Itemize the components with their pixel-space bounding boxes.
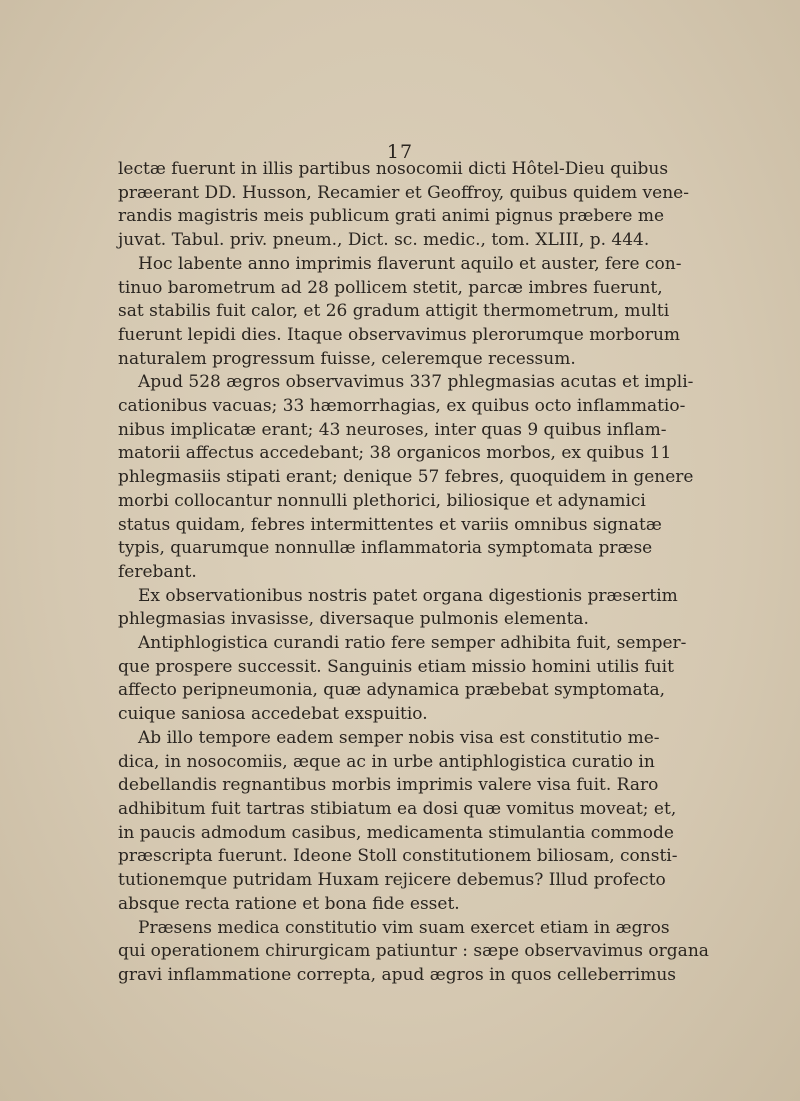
text-line: in paucis admodum casibus, medicamenta stimulantia commode [118, 822, 674, 843]
text-line: Ab illo tempore eadem semper nobis visa est constitutio me- [138, 727, 660, 748]
text-line: cuique saniosa accedebat exspuitio. [118, 704, 428, 725]
text-line: lectæ fuerunt in illis partibus nosocomii dicti Hôtel-Dieu quibus [118, 159, 669, 179]
text-line: tutionemque putridam Huxam rejicere debemus? Illud profecto [118, 870, 666, 891]
text-line: phlegmasiis stipati erant; denique 57 febres, quoquidem in genere [118, 467, 694, 488]
text-line: Ex observationibus nostris patet organa digestionis præsertim [138, 585, 678, 606]
text-line: dica, in nosocomiis, æque ac in urbe antiphlogistica curatio in [118, 751, 655, 772]
text-line: morbi collocantur nonnulli plethorici, biliosique et adynamici [118, 490, 646, 511]
text-line: præscripta fuerunt. Ideone Stoll constitutionem biliosam, consti- [118, 846, 678, 867]
text-line: nibus implicatæ erant; 43 neuroses, inter quas 9 quibus inflam- [118, 419, 667, 440]
text-line: affecto peripneumonia, quæ adynamica præbebat symptomata, [118, 680, 666, 701]
text-line: randis magistris meis publicum grati animi pignus præbere me [118, 206, 665, 227]
text-line: debellandis regnantibus morbis imprimis valere visa fuit. Raro [118, 775, 659, 796]
text-line: phlegmasias invasisse, diversaque pulmonis elementa. [118, 609, 589, 630]
text-line: naturalem progressum fuisse, celeremque recessum. [118, 348, 576, 369]
text-line: Præsens medica constitutio vim suam exercet etiam in ægros [138, 917, 670, 938]
text-line: qui operationem chirurgicam patiuntur : sæpe observavimus organa [118, 941, 709, 962]
text-line: adhibitum fuit tartras stibiatum ea dosi quæ vomitus moveat; et, [118, 798, 677, 819]
text-line: matorii affectus accedebant; 38 organicos morbos, ex quibus 11 [118, 443, 672, 464]
text-line: tinuo barometrum ad 28 pollicem stetit, parcæ imbres fuerunt, [118, 277, 663, 298]
text-line: Hoc labente anno imprimis flaverunt aquilo et auster, fere con- [138, 253, 682, 274]
text-line: status quidam, febres intermittentes et variis omnibus signatæ [118, 514, 662, 535]
text-line: præerant DD. Husson, Recamier et Geoffroy, quibus quidem vene- [118, 182, 689, 203]
text-line: absque recta ratione et bona fide esset. [118, 893, 460, 914]
body-text [118, 158, 709, 988]
text-line: gravi inflammatione correpta, apud ægros in quos celleberrimus [118, 964, 676, 985]
page-number: 17 [386, 141, 414, 163]
text-line: Antiphlogistica curandi ratio fere semper adhibita fuit, semper- [138, 633, 687, 654]
text-line: fuerunt lepidi dies. Itaque observavimus plerorumque morborum [118, 324, 681, 345]
text-line: typis, quarumque nonnullæ inflammatoria symptomata præse [118, 538, 653, 559]
text-line: cationibus vacuas; 33 hæmorrhagias, ex quibus octo inflammatio- [118, 396, 686, 417]
text-line: Apud 528 ægros observavimus 337 phlegmasias acutas et impli- [138, 372, 694, 393]
text-line: juvat. Tabul. priv. pneum., Dict. sc. medic., tom. XLIII, p. 444. [118, 230, 650, 251]
text-line: ferebant. [118, 561, 197, 582]
text-line: que prospere successit. Sanguinis etiam missio homini utilis fuit [118, 656, 674, 677]
text-line: sat stabilis fuit calor, et 26 gradum attigit thermometrum, multi [118, 301, 670, 322]
